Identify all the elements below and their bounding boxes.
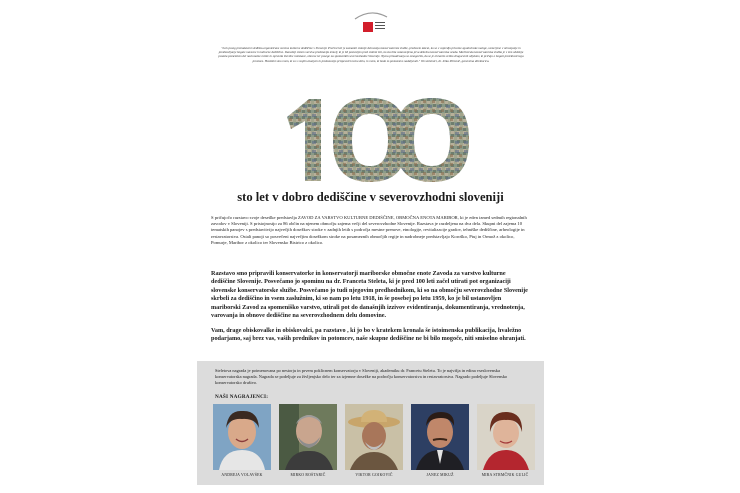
header-quote: "Lets poseg premaknemi slediško-organizirane varstva kulturne dediščine v Sloveniji. Prečeni leti je zaznamil stoletje delovanja konservatorske službe, predvsem takrat, ko so v ospredju prisotne zgodovinske naloge, usmerjene v ohranjanje in predstavljanje bogate naravne in kulturne dediščine. Današnji sistem varstva predstavlja temelj, ki je bil postavljen pred stotimi leti, ko sta bila ustanovljena prva deželna konservatorska urada. Mariborska konservatorska služba je v tem obdobju postala pomemben del nacionalne mreže in opravila številne raziskave, obnove ter posege na spomenikih severovzhodne Slovenije. Njena prizadevanja so omogočila, da se je ohranilo veliko dragocenih objektov, ki pričajo o bogati preteklosti tega prostora. Hvaležni smo vsem, ki so s svojim znanjem in predanostjo prispevali k temu delu, in vsem, ki bodo to poslanstvo nadaljevali." Ob stoletnici, dr. Jelka Pirkovič, generalna direktorica. — [218, 46, 524, 63]
winner-name-3: VIKTOR GOJKOVIČ — [355, 473, 393, 477]
winner-photo-2 — [279, 404, 337, 470]
visitors-paragraph: Vam, drage obiskovalke in obiskovalci, pa razstavo , ki jo bo v kratekem kronala še istoimenska publikacija, hvaležno podarjamo, saj brez vas, vaših prednikov in potomcev, naše skupne dediščine ne bi bilo mogoče, niti smiselno ohranjati. — [211, 327, 526, 343]
winner-photo-4 — [411, 404, 469, 470]
winner-photo-3 — [345, 404, 403, 470]
hundred-digits — [287, 98, 469, 182]
winner-name-1: ANDREJA VOLAVŠEK — [221, 473, 263, 477]
winner-name-2: MIRKO ROŠTARIČ — [290, 473, 326, 477]
award-description: Steletova nagrada je poimenovana po nestorju in prvem poklicnem konservatorju v Sloveniji, akademiku dr. Francetu Steletu. To je najvišja in edina vseslovenska konservatorska nagrada. Nagrada se podeljuje za življenjsko delo ter za izjemne dosežke na področju konservatorstva in restavratorstva. Nagrado podeljuje Slovensko konservatorsko društvo. — [215, 368, 508, 385]
intro-paragraph: S pričujočo razstavo svoje desetlke predstavlja ZAVOD ZA VARSTVO KULTURNE DEDIŠČINE, OBMOČNA ENOTA MARIBOR, ki je eden izmed sedmih regionalnih zavodov v Sloveniji. S pristojnostjo za 86 občin na njenem območju zajema večji del severovzhodne Slovenije. Razstava je razdeljena na dva dela. Skupni del zajema 10 tematskih panojev s predstavitvijo največjih dosežkov stroke v zadnjih letih s področja mestne prenove, etnologije, revitalizacije gradov, tehniške dediščine, arheologije in restavratorstva. Ostali panoji so posvečeni največjim dosežkom stroke na posameznih območjih regije in nadrobneje predstavljajo Koroško, Ptuj in Ormož z okolico, Pomurje, Maribor z okolico ter Slovensko Bistrico z okolico. — [211, 215, 527, 245]
dedication-paragraph: Razstavo smo pripravili konservatorke in konservatorji mariborske območne enote Zavoda za varstvo kulturne dediščine Slovenije. Posvečamo jo spominu na dr. Franceta Steleta, ki je pred 100 leti začel utirati pot organizaciji slovenske konservatorske službe. Posvečamo jo tudi njegovim predhodnikom, ki so na območju severovzhodne Slovenije skrbeli za dediščino in vsem zaslužnim, ki so nam po letu 1918, in še posebej po letu 1959, ko je bil ustanovljen mariborski Zavod za spomeniško varstvo, utirali pot do današnjih izzivov evidentiranja, dokumentiranja, vrednotenja, varovanja in obnove dediščine na severovzhodnem delu domovine. — [211, 270, 528, 320]
logo-red-square — [363, 22, 373, 32]
winner-name-4: JANEZ MIKUŽ — [426, 473, 454, 477]
hundred-photo-collage — [275, 95, 471, 185]
winner-photo-1 — [213, 404, 271, 470]
institute-logo — [353, 10, 389, 44]
poster — [197, 0, 544, 493]
winners-heading: NAŠI NAGRAJENCI: — [215, 394, 269, 400]
winner-name-5: MIRA STRMČNIK GULIČ — [481, 473, 529, 477]
page-title: sto let v dobro dediščine v severovzhodni sloveniji — [237, 190, 504, 204]
winner-photo-5 — [477, 404, 535, 470]
awards-band — [197, 361, 544, 485]
